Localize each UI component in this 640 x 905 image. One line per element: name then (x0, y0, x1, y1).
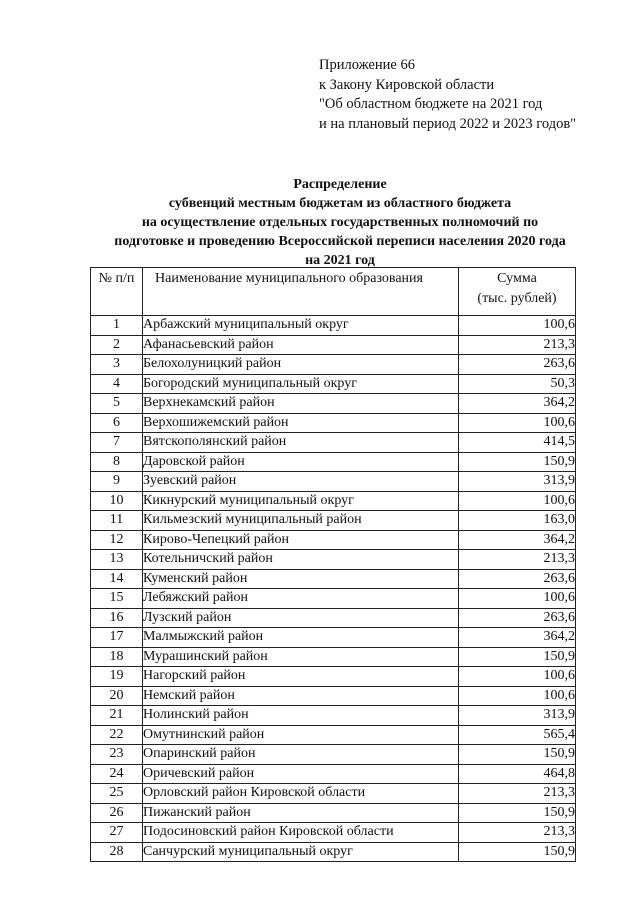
row-number: 13 (91, 550, 143, 570)
municipality-name: Оричевский район (143, 764, 459, 784)
table-row (91, 452, 576, 472)
subvention-sum: 213,3 (459, 335, 576, 355)
row-number: 22 (91, 725, 143, 745)
row-number: 18 (91, 647, 143, 667)
subvention-sum: 50,3 (459, 374, 576, 394)
subvention-sum: 150,9 (459, 803, 576, 823)
municipality-name: Немский район (143, 686, 459, 706)
table-row (91, 413, 576, 433)
header-municipality: Наименование муниципального образования (143, 268, 459, 316)
title-line: подготовке и проведению Всероссийской переписи населения 2020 года (114, 234, 566, 249)
table-row (91, 316, 576, 336)
table-row (91, 355, 576, 375)
subvention-sum: 313,9 (459, 706, 576, 726)
municipality-name: Подосиновский район Кировской области (143, 823, 459, 843)
table-row (91, 686, 576, 706)
subvention-sum: 213,3 (459, 784, 576, 804)
appendix-line: "Об областном бюджете на 2021 год (319, 96, 543, 112)
row-number: 26 (91, 803, 143, 823)
row-number: 1 (91, 316, 143, 336)
subvention-sum: 100,6 (459, 686, 576, 706)
table-row (91, 491, 576, 511)
table-row (91, 589, 576, 609)
municipality-name: Котельничский район (143, 550, 459, 570)
title-line: на осуществление отдельных государственных полномочий по (141, 215, 539, 230)
table-row (91, 628, 576, 648)
subvention-sum: 364,2 (459, 628, 576, 648)
row-number: 14 (91, 569, 143, 589)
row-number: 28 (91, 842, 143, 862)
subvention-sum: 364,2 (459, 530, 576, 550)
subvention-sum: 263,6 (459, 569, 576, 589)
municipality-name: Лебяжский район (143, 589, 459, 609)
subvention-sum: 163,0 (459, 511, 576, 531)
appendix-block (319, 56, 576, 134)
table-row (91, 667, 576, 687)
subvention-sum: 414,5 (459, 433, 576, 453)
row-number: 19 (91, 667, 143, 687)
table-row (91, 608, 576, 628)
subvention-sum: 150,9 (459, 842, 576, 862)
municipality-name: Нагорский район (143, 667, 459, 687)
municipality-name: Богородский муниципальный округ (143, 374, 459, 394)
subvention-sum: 100,6 (459, 589, 576, 609)
table-row (91, 706, 576, 726)
subvention-sum: 213,3 (459, 550, 576, 570)
subvention-sum: 313,9 (459, 472, 576, 492)
subvention-sum: 150,9 (459, 452, 576, 472)
municipality-name: Даровской район (143, 452, 459, 472)
title-line: субвенций местным бюджетам из областного бюджета (168, 196, 512, 211)
table-row (91, 530, 576, 550)
title-line: на 2021 год (305, 253, 375, 268)
municipality-name: Санчурский муниципальный округ (143, 842, 459, 862)
municipality-name: Белохолуницкий район (143, 355, 459, 375)
row-number: 2 (91, 335, 143, 355)
subvention-sum: 263,6 (459, 608, 576, 628)
subvention-sum: 100,6 (459, 667, 576, 687)
table-row (91, 569, 576, 589)
municipality-name: Верхошижемский район (143, 413, 459, 433)
row-number: 12 (91, 530, 143, 550)
row-number: 20 (91, 686, 143, 706)
table-row (91, 842, 576, 862)
table-row (91, 784, 576, 804)
municipality-name: Опаринский район (143, 745, 459, 765)
table-row (91, 335, 576, 355)
header-sum-label: Сумма (497, 271, 537, 286)
row-number: 15 (91, 589, 143, 609)
appendix-line: и на плановый период 2022 и 2023 годов" (319, 115, 577, 132)
row-number: 11 (91, 511, 143, 531)
subvention-sum: 100,6 (459, 491, 576, 511)
table-row (91, 394, 576, 414)
title-line: Распределение (293, 177, 387, 192)
row-number: 9 (91, 472, 143, 492)
municipality-name: Верхнекамский район (143, 394, 459, 414)
municipality-name: Кикнурский муниципальный округ (143, 491, 459, 511)
subvention-sum: 364,2 (459, 394, 576, 414)
appendix-line: к Закону Кировской области (319, 76, 495, 93)
row-number: 7 (91, 433, 143, 453)
subvention-sum: 100,6 (459, 413, 576, 433)
table-header-row (91, 268, 576, 316)
document-title (80, 175, 600, 270)
municipality-name: Мурашинский район (143, 647, 459, 667)
table-row (91, 764, 576, 784)
header-sum-unit: (тыс. рублей) (477, 291, 557, 306)
municipality-name: Пижанский район (143, 803, 459, 823)
municipality-name: Орловский район Кировской области (143, 784, 459, 804)
subvention-sum: 464,8 (459, 764, 576, 784)
header-sum (459, 268, 576, 316)
municipality-name: Кильмезский муниципальный район (143, 511, 459, 531)
subvention-table (90, 267, 576, 862)
table-row (91, 550, 576, 570)
row-number: 25 (91, 784, 143, 804)
municipality-name: Афанасьевский район (143, 335, 459, 355)
row-number: 3 (91, 355, 143, 375)
subvention-sum: 213,3 (459, 823, 576, 843)
table-row (91, 472, 576, 492)
row-number: 4 (91, 374, 143, 394)
table-row (91, 745, 576, 765)
table-row (91, 647, 576, 667)
municipality-name: Вятскополянский район (143, 433, 459, 453)
table-row (91, 374, 576, 394)
row-number: 6 (91, 413, 143, 433)
subvention-sum: 150,9 (459, 647, 576, 667)
subvention-sum: 565,4 (459, 725, 576, 745)
table-body (91, 316, 576, 862)
subvention-sum: 150,9 (459, 745, 576, 765)
municipality-name: Кирово-Чепецкий район (143, 530, 459, 550)
municipality-name: Омутнинский район (143, 725, 459, 745)
row-number: 8 (91, 452, 143, 472)
municipality-name: Куменский район (143, 569, 459, 589)
row-number: 27 (91, 823, 143, 843)
municipality-name: Лузский район (143, 608, 459, 628)
row-number: 17 (91, 628, 143, 648)
row-number: 5 (91, 394, 143, 414)
row-number: 10 (91, 491, 143, 511)
row-number: 24 (91, 764, 143, 784)
row-number: 21 (91, 706, 143, 726)
municipality-name: Арбажский муниципальный округ (143, 316, 459, 336)
table-row (91, 433, 576, 453)
row-number: 16 (91, 608, 143, 628)
table-row (91, 823, 576, 843)
table-row (91, 725, 576, 745)
table-row (91, 803, 576, 823)
row-number: 23 (91, 745, 143, 765)
table-row (91, 511, 576, 531)
municipality-name: Зуевский район (143, 472, 459, 492)
municipality-name: Нолинский район (143, 706, 459, 726)
subvention-sum: 100,6 (459, 316, 576, 336)
appendix-line: Приложение 66 (319, 57, 415, 73)
subvention-sum: 263,6 (459, 355, 576, 375)
municipality-name: Малмыжский район (143, 628, 459, 648)
header-number: № п/п (91, 268, 143, 316)
